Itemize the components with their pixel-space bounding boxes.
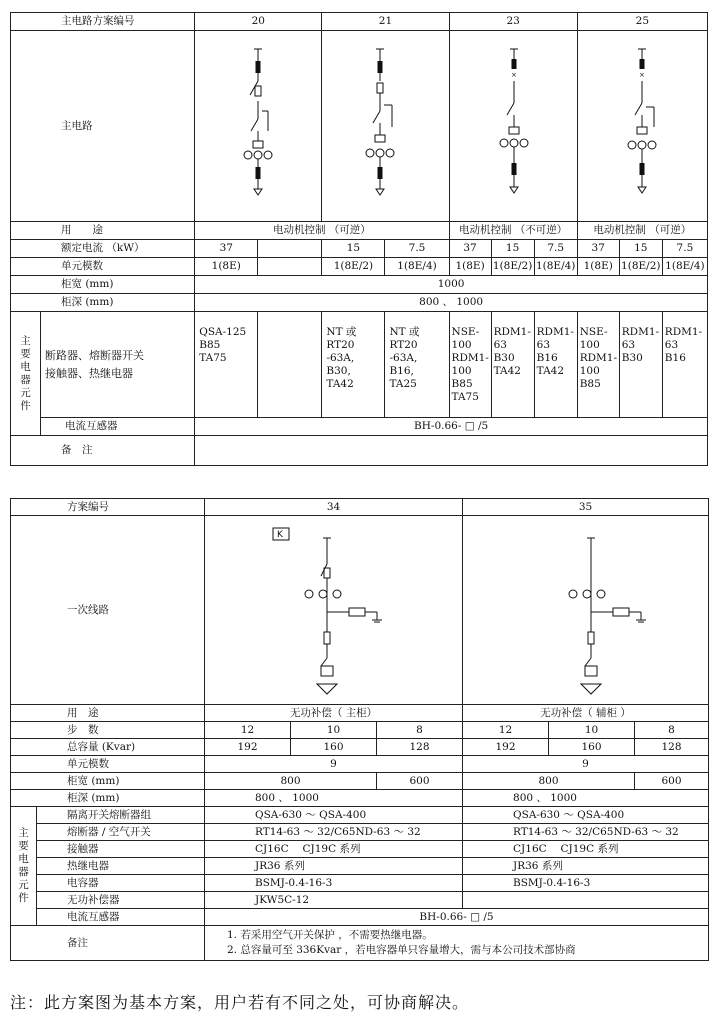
steps-cell: 12 (205, 722, 291, 739)
current-transformer-label-2: 电流互感器 (37, 909, 205, 926)
component-cell: QSA-125 B85 TA75 (195, 312, 258, 418)
width-34-a: 800 (205, 773, 377, 790)
current-cell: 37 (449, 240, 491, 258)
cabinet-depth-label: 柜深 (mm) (11, 294, 195, 312)
current-cell: 37 (195, 240, 258, 258)
thermal-relay-35: JR36 系列 (463, 858, 709, 875)
isolating-switch-label: 隔离开关熔断器组 (37, 807, 205, 824)
cabinet-width-label: 柜宽 (mm) (11, 276, 195, 294)
use-20-21: 电动机控制 （可逆） (195, 222, 449, 240)
module-cell: 1(8E/4) (385, 258, 449, 276)
scheme-21: 21 (322, 13, 449, 31)
compensator-34: JKW5C-12 (205, 892, 463, 909)
current-transformer-value-2: BH-0.66- □ /5 (205, 909, 709, 926)
motor-control-table (10, 12, 708, 466)
scheme-20: 20 (195, 13, 322, 31)
compensator-35 (463, 892, 709, 909)
capacitor-34: BSMJ-0.4-16-3 (205, 875, 463, 892)
module-cell: 1(8E/2) (619, 258, 662, 276)
component-cell: RDM1- 63 B16 (662, 312, 707, 418)
scheme-number-label-2: 方案编号 (11, 499, 205, 516)
remark-notes (205, 926, 709, 961)
cabinet-depth-label-2: 柜深 (mm) (11, 790, 205, 807)
remark-note-2: 2. 总容量可至 336Kvar ，若电容器单只容量增大，需与本公司技术部协商 (227, 944, 576, 956)
steps-cell: 10 (549, 722, 635, 739)
current-cell (258, 240, 322, 258)
steps-cell: 10 (291, 722, 377, 739)
component-cell: NT 或 RT20 -63A, B16, TA25 (385, 312, 449, 418)
module-cell (258, 258, 322, 276)
depth-35: 800 、 1000 (463, 790, 709, 807)
depth-34: 800 、 1000 (205, 790, 463, 807)
isolating-switch-34: QSA-630 ～ QSA-400 (205, 807, 463, 824)
cabinet-width-value: 1000 (195, 276, 708, 294)
scheme-number-label: 主电路方案编号 (11, 13, 195, 31)
component-cell: NSE-100 RDM1- 100 B85 (577, 312, 619, 418)
contactor-34: CJ16C CJ19C 系列 (205, 841, 463, 858)
unit-modules-label-2: 单元模数 (11, 756, 205, 773)
contactor-35: CJ16C CJ19C 系列 (463, 841, 709, 858)
remark-label-2: 备注 (11, 926, 205, 961)
capacity-cell: 192 (463, 739, 549, 756)
k-label: K (277, 530, 283, 540)
reactive-compensation-table (10, 498, 709, 961)
component-cell: NT 或 RT20 -63A, B30, TA42 (322, 312, 385, 418)
svg-text:×: × (638, 71, 645, 79)
current-cell: 37 (577, 240, 619, 258)
modules-35: 9 (463, 756, 709, 773)
current-cell: 7.5 (662, 240, 707, 258)
main-components-group-2: 主 要 电 器 元 件 (11, 807, 37, 926)
current-cell: 7.5 (385, 240, 449, 258)
capacity-cell: 128 (635, 739, 709, 756)
current-cell: 15 (619, 240, 662, 258)
module-cell: 1(8E/4) (662, 258, 707, 276)
svg-text:×: × (510, 71, 517, 79)
modules-34: 9 (205, 756, 463, 773)
steps-label: 步 数 (11, 722, 205, 739)
module-cell: 1(8E) (449, 258, 491, 276)
use-35: 无功补偿（ 辅柜 ） (463, 705, 709, 722)
cabinet-depth-value: 800 、 1000 (195, 294, 708, 312)
scheme-23: 23 (449, 13, 577, 31)
width-34-b: 600 (377, 773, 463, 790)
footer-note: 注：此方案图为基本方案，用户若有不同之处，可协商解决。 (10, 993, 470, 1012)
thermal-relay-label: 热继电器 (37, 858, 205, 875)
primary-line-label: 一次线路 (11, 516, 205, 705)
components-label: 断路器、熔断器开关 接触器、热继电器 (41, 312, 195, 418)
use-label-2: 用 途 (11, 705, 205, 722)
remark-note-1: 1. 若采用空气开关保护 ，不需要热继电器。 (227, 929, 433, 941)
width-35-a: 800 (463, 773, 635, 790)
contactor-label: 接触器 (37, 841, 205, 858)
unit-modules-label: 单元模数 (11, 258, 195, 276)
component-cell: RDM1- 63 B16 TA42 (534, 312, 577, 418)
capacity-cell: 160 (549, 739, 635, 756)
use-label: 用 途 (11, 222, 195, 240)
rated-current-label: 额定电流 （kW） (11, 240, 195, 258)
component-cell: RDM1- 63 B30 (619, 312, 662, 418)
isolating-switch-35: QSA-630 ～ QSA-400 (463, 807, 709, 824)
cabinet-width-label-2: 柜宽 (mm) (11, 773, 205, 790)
thermal-relay-34: JR36 系列 (205, 858, 463, 875)
capacity-cell: 160 (291, 739, 377, 756)
use-23: 电动机控制 （不可逆） (449, 222, 577, 240)
remark-value (195, 436, 708, 466)
circuit-diagram-35 (463, 516, 709, 705)
use-34: 无功补偿（ 主柜） (205, 705, 463, 722)
main-circuit-label: 主电路 (11, 31, 195, 222)
module-cell: 1(8E) (577, 258, 619, 276)
capacity-cell: 128 (377, 739, 463, 756)
circuit-diagram-34 (205, 516, 463, 705)
module-cell: 1(8E/2) (491, 258, 534, 276)
steps-cell: 12 (463, 722, 549, 739)
current-cell: 15 (322, 240, 385, 258)
scheme-35: 35 (463, 499, 709, 516)
circuit-diagram-21 (322, 31, 449, 222)
circuit-diagram-20 (195, 31, 322, 222)
main-components-group: 主 要 电 器 元 件 (11, 312, 41, 436)
total-capacity-label: 总容量 (Kvar) (11, 739, 205, 756)
module-cell: 1(8E/4) (534, 258, 577, 276)
fuse-34: RT14-63 ～ 32/C65ND-63 ～ 32 (205, 824, 463, 841)
capacity-cell: 192 (205, 739, 291, 756)
circuit-diagram-23 (449, 31, 577, 222)
component-cell: NSE-100 RDM1- 100 B85 TA75 (449, 312, 491, 418)
remark-label: 备 注 (11, 436, 195, 466)
capacitor-label: 电容器 (37, 875, 205, 892)
scheme-25: 25 (577, 13, 707, 31)
fuse-35: RT14-63 ～ 32/C65ND-63 ～ 32 (463, 824, 709, 841)
compensator-label: 无功补偿器 (37, 892, 205, 909)
width-35-b: 600 (635, 773, 709, 790)
circuit-diagram-25 (577, 31, 707, 222)
current-transformer-label: 电流互感器 (41, 418, 195, 436)
component-cell: RDM1- 63 B30 TA42 (491, 312, 534, 418)
use-25: 电动机控制 （可逆） (577, 222, 707, 240)
component-cell (258, 312, 322, 418)
current-transformer-value: BH-0.66- □ /5 (195, 418, 708, 436)
module-cell: 1(8E/2) (322, 258, 385, 276)
steps-cell: 8 (635, 722, 709, 739)
steps-cell: 8 (377, 722, 463, 739)
fuse-label: 熔断器 / 空气开关 (37, 824, 205, 841)
module-cell: 1(8E) (195, 258, 258, 276)
scheme-34: 34 (205, 499, 463, 516)
current-cell: 7.5 (534, 240, 577, 258)
capacitor-35: BSMJ-0.4-16-3 (463, 875, 709, 892)
current-cell: 15 (491, 240, 534, 258)
